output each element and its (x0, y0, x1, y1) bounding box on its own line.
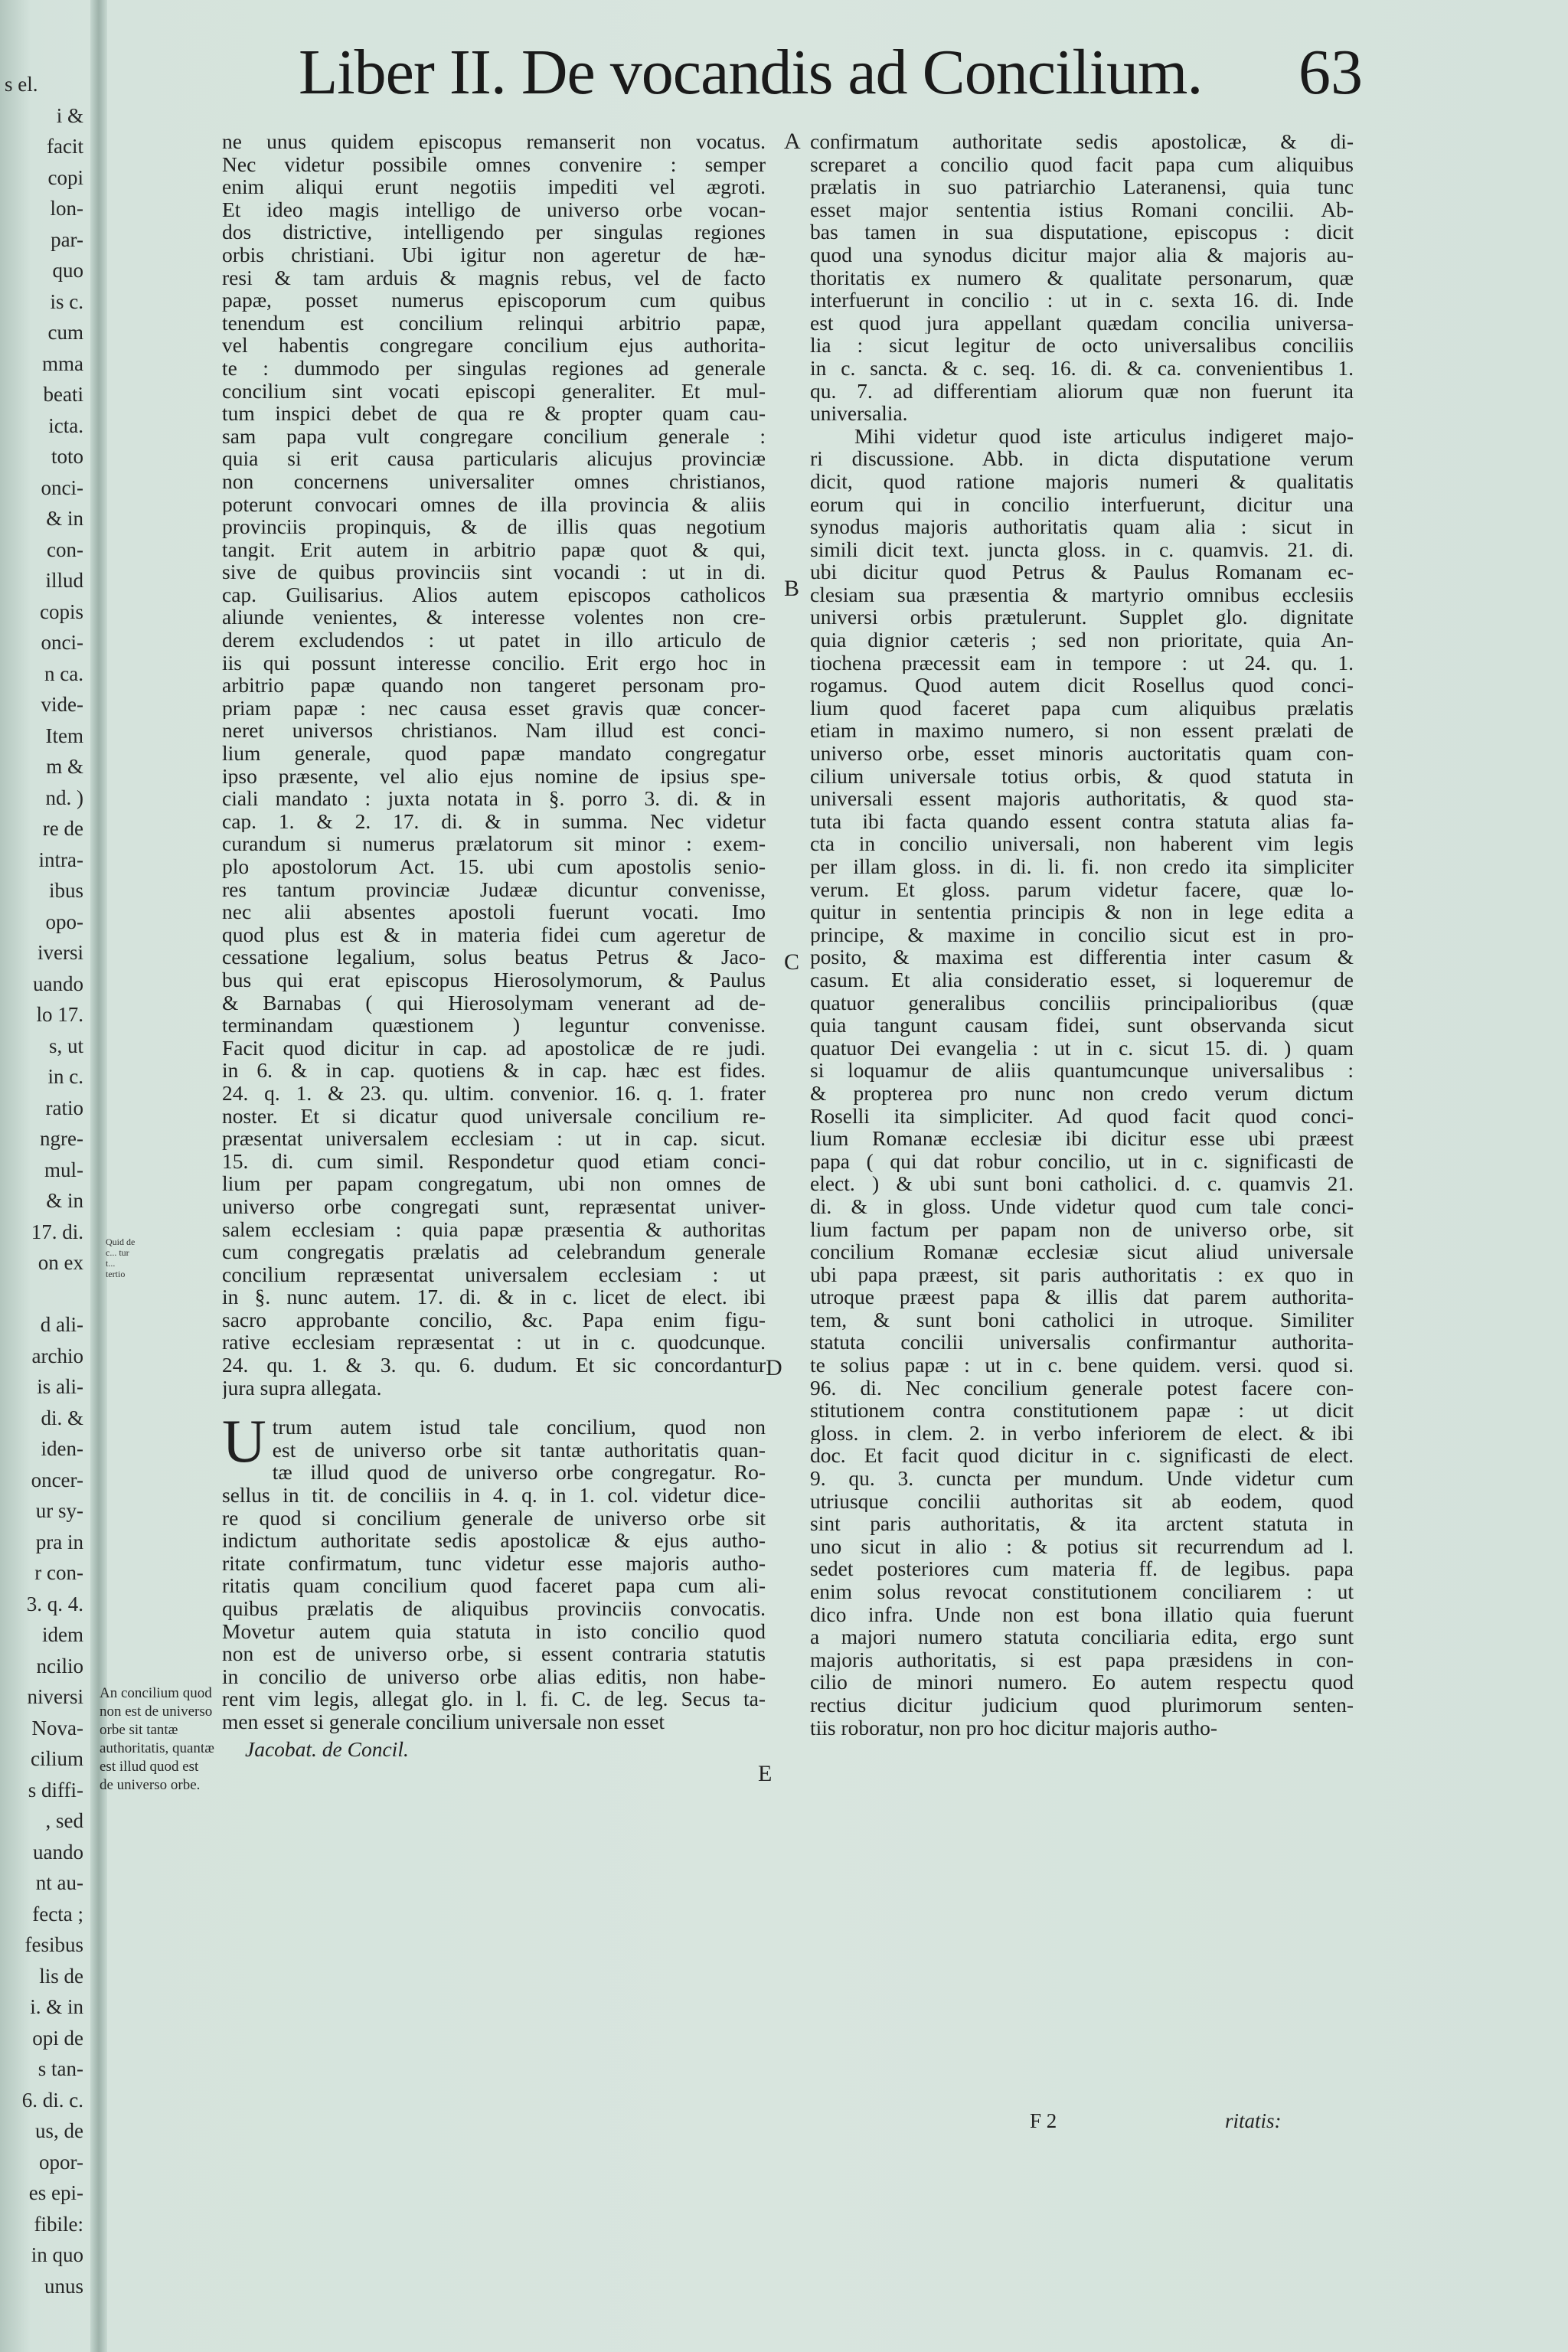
fragment-line: onci- (41, 631, 83, 654)
text-line: utriusque concilii authoritas sit ab eodem, quod (810, 1489, 1354, 1513)
fragment-line: s el. (5, 73, 38, 96)
text-line: 24. q. 1. & 23. qu. ultim. convenior. 16. q. 1. frater (222, 1081, 766, 1105)
fragment-line: cum (47, 321, 83, 344)
catalog-note: Jacobat. de Concil. (245, 1737, 409, 1761)
fragment-line: s diffi- (28, 1778, 83, 1802)
text-line: tiochena præcessit eam in tempore : ut 24. qu. 1. (810, 651, 1354, 675)
text-line: universo orbe congregati sunt, repræsentat univer- (222, 1194, 766, 1218)
text-line: præsentat universalem ecclesiam : ut in cap. sicut. (222, 1127, 766, 1150)
fragment-line: es epi- (28, 2181, 83, 2204)
fragment-line: lo 17. (36, 1003, 83, 1026)
text-line: te solius papæ : ut in c. bene quidem. versi. quod si. (810, 1354, 1354, 1377)
fragment-line: copis (40, 599, 83, 623)
text-line: neret universos christianos. Nam illud est conci- (222, 719, 766, 743)
text-line: rative ecclesiam repræsentat : ut in c. quodcunque. (222, 1331, 766, 1354)
text-line: 24. qu. 1. & 3. qu. 6. dudum. Et sic concordantur (222, 1354, 766, 1377)
text-line: lia : sicut legitur de octo universalibus conciliis (810, 334, 1354, 357)
fragment-line: in c. (47, 1065, 83, 1088)
drop-initial: U (222, 1408, 266, 1476)
text-line: lium Romanæ ecclesiæ ibi dicitur esse ubi præest (810, 1127, 1354, 1150)
text-line: interfuerunt in concilio : ut in c. sexta 16. di. Inde (810, 289, 1354, 312)
text-line: resi & tam arduis & magnis rebus, vel de facto (222, 266, 766, 289)
text-line: concilium Romanæ ecclesiæ sicut aliud universale (810, 1240, 1354, 1263)
text-line: verum. Et gloss. parum videtur facere, quæ lo- (810, 877, 1354, 901)
right-column-part1 (810, 130, 1354, 425)
text-line: bas tamen in sua disputatione, episcopus : dicit (810, 220, 1354, 243)
fragment-line: & in (46, 1189, 83, 1212)
text-line: cap. Guilisarius. Alios autem episcopos catholicos (222, 583, 766, 606)
fragment-line: nt au- (35, 1871, 83, 1894)
text-line: indictum authoritate sedis apostolicæ & ejus autho- (222, 1529, 766, 1552)
text-line: sint paris authoritatis, & ita arctent statuta in (810, 1512, 1354, 1535)
fragment-line: ibus (48, 879, 83, 902)
text-line: rogamus. Quod autem dicit Rosellus quod conci- (810, 674, 1354, 697)
text-line: cilium universale totius orbis, & quod statuta in (810, 764, 1354, 788)
fragment-line: ngre- (40, 1127, 83, 1150)
fragment-line: ur sy- (35, 1499, 83, 1522)
fragment-line: on ex (38, 1251, 83, 1274)
text-line: trum autem istud tale concilium, quod non (272, 1416, 766, 1439)
fragment-line: vide- (41, 693, 83, 716)
text-line: cap. 1. & 2. 17. di. & in summa. Nec videtur (222, 809, 766, 833)
text-line: 15. di. cum simil. Respondetur quod etiam conci- (222, 1149, 766, 1173)
text-line: eorum qui in concilio interfuerunt, dicitur una (810, 492, 1354, 516)
left-footer (222, 1738, 766, 1764)
text-line: Roselli ita simpliciter. Ad quod facit quod conci- (810, 1104, 1354, 1128)
text-line: universalia. (810, 402, 908, 425)
page-number: 63 (1298, 37, 1363, 108)
text-line: Nec videtur possibile omnes convenire : semper (222, 152, 766, 176)
text-line: a majori numero statuta conciliaria edita, ergo sunt (810, 1625, 1354, 1648)
fragment-line: opi de (32, 2026, 83, 2050)
text-line: dicit, quod ratione majoris numeri & qualitatis (810, 469, 1354, 493)
fragment-line: s tan- (38, 2057, 83, 2080)
inner-margin-note: Quid de c... tur t... tertio (106, 1236, 136, 1279)
fragment-line: oncer- (31, 1468, 83, 1491)
fragment-line (0, 1279, 88, 1310)
text-line: tenendum est concilium relinqui arbitrio papæ, (222, 311, 766, 335)
text-line: di. & in gloss. Unde videtur quod cum tale conci- (810, 1194, 1354, 1218)
fragment-line: lon- (50, 197, 83, 220)
text-line: enim aliqui erunt negotiis impediti vel ægroti. (222, 175, 766, 198)
fragment-line: m & (46, 755, 83, 778)
text-line: sacro approbante concilio, &c. Papa enim figu- (222, 1308, 766, 1331)
text-line: in concilio de universo orbe alias editis, non habe- (222, 1664, 766, 1688)
fragment-line: iden- (41, 1437, 83, 1460)
fragment-line: par- (51, 227, 83, 251)
fragment-line: facit (47, 135, 83, 158)
text-line: enim solus revocat constitutionem conciliarem : ut (810, 1580, 1354, 1603)
text-line: doc. Et facit quod dicitur in c. significasti de elect. (810, 1444, 1354, 1468)
fragment-line: re de (42, 817, 83, 840)
text-line: aliunde venientes, & interesse volentes non cre- (222, 606, 766, 629)
text-line: screparet a concilio quod facit papa cum aliquibus (810, 152, 1354, 176)
text-line: gloss. in clem. 2. in verbo inferiorem de elect. & ibi (810, 1421, 1354, 1445)
text-line: tem, & sunt boni catholici in utroque. Similiter (810, 1308, 1354, 1331)
text-line: cessatione legalium, solus beatus Petrus & Jaco- (222, 946, 766, 969)
running-header (299, 35, 1363, 112)
text-line: arbitrio papæ quando non tangeret personam pro- (222, 674, 766, 697)
fragment-line: in quo (31, 2243, 83, 2266)
fragment-line: ratio (45, 1096, 83, 1119)
text-line: clesiam sua præsentia & martyrio omnibus ecclesiis (810, 583, 1354, 606)
text-line: cta in concilio universali, non haberent vim legis (810, 832, 1354, 855)
text-line: sam papa vult congregare concilium generale : (222, 424, 766, 448)
fragment-line: quo (52, 259, 83, 282)
text-line: utroque præest papa & illis dat parem authorita- (810, 1285, 1354, 1308)
fragment-line: lis de (39, 1964, 83, 1988)
text-line: terminandam quæstionem ) leguntur convenisse. (222, 1014, 766, 1037)
text-line: thoritatis ex numero & qualitate personarum, quæ (810, 266, 1354, 289)
page-title: Liber II. De vocandis ad Concilium. (299, 37, 1203, 108)
left-column-part1 (222, 130, 766, 1399)
fragment-line: 17. di. (31, 1220, 83, 1243)
fragment-line: nd. ) (45, 786, 83, 809)
text-line: men esset si generale concilium universale non esset (222, 1710, 665, 1733)
text-line: statuta concilii universalis confirmantur authorita- (810, 1331, 1354, 1354)
fragment-line: & in (46, 507, 83, 530)
text-line: ubi dicitur quod Petrus & Paulus Romanam ec- (810, 560, 1354, 583)
catchword: ritatis: (1225, 2109, 1282, 2132)
fragment-line: mma (42, 351, 83, 375)
text-line: ne unus quidem episcopus remanserit non vocatus. (222, 130, 766, 153)
fragment-line: toto (51, 445, 83, 468)
fragment-line: pra in (35, 1530, 83, 1553)
fragment-line: 3. q. 4. (26, 1592, 83, 1615)
text-line: priam papæ : nec causa esset gravis quæ concer- (222, 696, 766, 720)
fragment-line: idem (42, 1623, 83, 1646)
text-line: curandum si numerus prælatorum sit minor : exem- (222, 832, 766, 855)
text-line: provinciis propinquis, & de illis quas negotium (222, 515, 766, 538)
text-line: dos districtive, intelligendo per singulas regiones (222, 220, 766, 243)
text-line: in §. nunc autem. 17. di. & in c. licet de elect. ibi (222, 1285, 766, 1308)
fragment-line: niversi (27, 1685, 83, 1708)
text-line: uno sicut in alio : & potius sit recurrendum ad l. (810, 1534, 1354, 1558)
sigil-d: D (766, 1355, 782, 1380)
text-line: concilium repræsentat universalem ecclesiam : ut (222, 1263, 766, 1286)
text-line: quibus prælatis de aliquibus provinciis convocatis. (222, 1597, 766, 1620)
text-line: quia si erit causa particularis alicujus provinciæ (222, 447, 766, 470)
fragment-line: intra- (38, 848, 83, 871)
text-line: Movetur autem quia statuta in isto concilio quod (222, 1619, 766, 1643)
text-line: universali essent majoris authoritatis, & quod sta- (810, 787, 1354, 810)
text-line: cilio de minori numero. Eo autem respectu quod (810, 1671, 1354, 1694)
text-line: bus qui erat episcopus Hierosolymorum, & Paulus (222, 968, 766, 991)
book-gutter (90, 0, 107, 2352)
fragment-line: us, de (35, 2119, 83, 2142)
text-line: universi orbis prætulerunt. Supplet glo. dignitate (810, 606, 1354, 629)
fragment-line: i. & in (30, 1995, 83, 2018)
text-line: quia dignior cæteris ; sed non prioritate, quia An- (810, 629, 1354, 652)
text-line: esset major sententia istius Romani concilii. Ab- (810, 198, 1354, 221)
fragment-line: Nova- (31, 1716, 83, 1740)
text-line: sive de quibus provinciis sint vocandi : ut in di. (222, 560, 766, 583)
text-line: simili dicit text. juncta gloss. in c. quamvis. 21. di. (810, 537, 1354, 561)
text-line: prælatis in suo patriarchio Lateranensi, quia tunc (810, 175, 1354, 198)
text-line: res tantum provinciæ Judææ dicuntur convenisse, (222, 877, 766, 901)
text-line: rent vim legis, allegat glo. in l. fi. C. de leg. Secus ta- (222, 1687, 766, 1710)
text-line: tuta ibi facta quando essent contra statuta alias fa- (810, 809, 1354, 833)
fragment-line: icta. (48, 413, 83, 437)
text-line: salem ecclesiam : quia papæ præsentia & authoritas (222, 1217, 766, 1241)
text-line: casum. Et alia consideratio esset, si loqueremur de (810, 968, 1354, 991)
fragment-line: Item (45, 724, 83, 747)
text-line: majoris authoritatis, si est papa præsidens in con- (810, 1648, 1354, 1671)
text-line: re quod si concilium generale de universo orbe sit (222, 1506, 766, 1530)
text-line: qu. 7. ad differentiam aliorum quæ non fuerunt ita (810, 379, 1354, 403)
text-line: quitur in sententia principis & non in lege edita a (810, 900, 1354, 923)
text-line: quod una synodus dicitur major alia & majoris au- (810, 243, 1354, 266)
fragment-line: mul- (44, 1158, 83, 1181)
text-line: ritate confirmatum, tunc videtur esse majoris autho- (222, 1551, 766, 1575)
right-column-part2 (810, 425, 1354, 1739)
sigil-e: E (758, 1761, 773, 1786)
text-line: sedet posteriores cum materia ff. de legibus. papa (810, 1557, 1354, 1580)
fragment-line: n ca. (44, 662, 83, 685)
margin-note: An concilium quod non est de universo orbe sit tantæ authoritatis, quantæ est illud quod est de universo orbe. (100, 1685, 214, 1793)
text-line: vel habentis congregare concilium ejus authorita- (222, 334, 766, 357)
text-line: si loquamur de aliis quantumcunque universalibus : (810, 1059, 1354, 1082)
text-line: lium quod faceret papa cum aliquibus prælatis (810, 696, 1354, 720)
text-line: poterunt convocari omnes de illa provincia & aliis (222, 492, 766, 516)
text-line: quatuor Dei evangelia : ut in c. sicut 15. di. ) quam (810, 1036, 1354, 1060)
text-line: sellus in tit. de conciliis in 4. q. in 1. col. videtur dice- (222, 1484, 766, 1507)
fragment-line: copi (47, 165, 83, 189)
fragment-line: 6. di. c. (21, 2088, 83, 2112)
fragment-line: opor- (39, 2150, 83, 2174)
text-line: cum congregatis prælatis ad celebrandum generale (222, 1240, 766, 1263)
sigil-b: B (784, 576, 800, 601)
text-line: noster. Et si dicatur quod universale concilium re- (222, 1104, 766, 1128)
text-line: est quod jura appellant quædam concilia universa- (810, 311, 1354, 335)
text-line: tiis roboratur, non pro hoc dicitur majoris autho- (810, 1716, 1217, 1740)
text-line: in 6. & in cap. quotiens & in cap. hæc est fides. (222, 1059, 766, 1082)
text-line: papæ, posset numerus episcoporum cum quibus (222, 289, 766, 312)
fragment-line: con- (47, 537, 83, 561)
text-line: lium per papam congregatum, ubi non omnes de (222, 1172, 766, 1195)
fragment-line: ncilio (36, 1654, 83, 1677)
text-line: Et ideo magis intelligo de universo orbe vocan- (222, 198, 766, 221)
fragment-line: fecta ; (32, 1902, 83, 1926)
text-line: 9. qu. 3. cuncta per mundum. Unde videtur cum (810, 1467, 1354, 1490)
text-line: est de universo orbe sit tantæ authoritatis quan- (272, 1438, 766, 1462)
fragment-line: is ali- (37, 1375, 83, 1398)
text-line: Facit quod dicitur in cap. ad apostolicæ de re judi. (222, 1036, 766, 1060)
fragment-line: beati (43, 383, 83, 406)
fragment-line: di. & (41, 1406, 83, 1429)
text-line: plo apostolorum Act. 15. ubi cum apostolis senio- (222, 855, 766, 878)
text-line: & propterea pro nunc non credo verum dictum (810, 1081, 1354, 1105)
text-line: papa ( qui dat robur concilio, ut in c. significasti de (810, 1149, 1354, 1173)
text-line: stitutionem contra constitutionem papæ : ut dicit (810, 1399, 1354, 1422)
fragment-line: s, ut (48, 1034, 83, 1057)
text-line: derem excludendos : ut patet in illo articulo de (222, 629, 766, 652)
fragment-line: cilium (31, 1747, 83, 1770)
right-column (810, 130, 1354, 1739)
fragment-line: , sed (45, 1809, 83, 1832)
text-line: jura supra allegata. (222, 1376, 382, 1400)
text-line: confirmatum authoritate sedis apostolicæ, & di- (810, 130, 1354, 153)
text-line: per illam gloss. in di. li. fi. non credo ita simpliciter (810, 855, 1354, 878)
fragment-line: d ali- (40, 1313, 83, 1336)
text-line: tæ illud quod de universo orbe congregatur. Ro- (272, 1461, 766, 1485)
text-line: quia tangunt causam fidei, sunt observanda sicut (810, 1014, 1354, 1037)
text-line: 96. di. Nec concilium generale potest facere con- (810, 1376, 1354, 1400)
text-line: tum inspici debet de qua re & propter quam cau- (222, 402, 766, 425)
fragment-line: fibile: (34, 2212, 83, 2236)
sigil-c: C (784, 949, 800, 975)
text-line: quod plus est & in materia fidei cum ageretur de (222, 923, 766, 946)
left-column-part2 (222, 1408, 766, 1733)
fragment-line: archio (31, 1344, 83, 1367)
fragment-line: unus (44, 2274, 83, 2298)
fragment-line: illud (45, 569, 83, 592)
text-line: ritatis quam concilium quod faceret papa cum ali- (222, 1574, 766, 1597)
text-line: elect. ) & ubi sunt boni catholici. d. c. quamvis 21. (810, 1172, 1354, 1195)
fragment-line: is c. (50, 289, 83, 313)
text-line: & Barnabas ( qui Hierosolymam venerant ad de- (222, 991, 766, 1014)
fragment-line: onci- (41, 475, 83, 499)
text-line: tangit. Erit autem in arbitrio papæ quot & qui, (222, 537, 766, 561)
text-line: non concernens universaliter omnes christianos, (222, 469, 766, 493)
text-line: ubi papa præest, sit paris authoritatis : ex quo in (810, 1263, 1354, 1286)
fragment-line: uando (33, 972, 83, 995)
text-line: Mihi videtur quod iste articulus indigeret majo- (854, 424, 1354, 448)
text-line: posito, & maxima est differentia inter casum & (810, 946, 1354, 969)
text-line: universo orbe, esset minoris auctoritatis quam con- (810, 742, 1354, 765)
left-column (222, 130, 766, 1764)
text-line: quatuor generalibus conciliis principalioribus (quæ (810, 991, 1354, 1014)
text-line: nec alii absentes apostoli fuerunt vocati. Imo (222, 900, 766, 923)
text-line: lium factum per papam non de universo orbe, sit (810, 1217, 1354, 1241)
fragment-line: fesibus (24, 1933, 83, 1956)
text-line: etiam in maximo numero, si non essent prælati de (810, 719, 1354, 743)
sigil-a: A (784, 129, 801, 154)
fragment-line: i & (56, 103, 83, 127)
text-line: lium generale, quod papæ mandato congregatur (222, 742, 766, 765)
fragment-line: r con- (34, 1561, 83, 1584)
text-line: ciali mandato : juxta notata in §. porro 3. di. & in (222, 787, 766, 810)
text-line: non est de universo orbe, si essent contraria statutis (222, 1642, 766, 1665)
text-line: te : dummodo per singulas regiones ad generale (222, 356, 766, 380)
fragment-line: uando (33, 1840, 83, 1864)
fragment-line: iversi (38, 941, 83, 964)
facing-page-fragment (0, 69, 88, 2301)
text-line: synodus majoris authoritatis quam alia : sicut in (810, 515, 1354, 538)
text-line: iis qui possunt interesse concilio. Erit ergo hoc in (222, 651, 766, 675)
text-line: ri discussione. Abb. in dicta disputatione verum (810, 447, 1354, 470)
text-line: concilium sint vocati episcopi generaliter. Et mul- (222, 379, 766, 403)
fragment-line: opo- (45, 910, 83, 933)
signature-mark: F 2 (1030, 2109, 1057, 2132)
text-line: ipso præsente, vel alio ejus nomine de ipsius spe- (222, 764, 766, 788)
text-line: dico infra. Unde non est bona illatio quia fuerunt (810, 1602, 1354, 1626)
text-line: rectius dicitur judicium quod plurimorum senten- (810, 1693, 1354, 1717)
text-line: in c. sancta. & c. seq. 16. di. & ca. convenientibus 1. (810, 356, 1354, 380)
text-line: orbis christiani. Ubi igitur non ageretur de hæ- (222, 243, 766, 266)
text-line: principe, & maxime in concilio sicut est in pro- (810, 923, 1354, 946)
